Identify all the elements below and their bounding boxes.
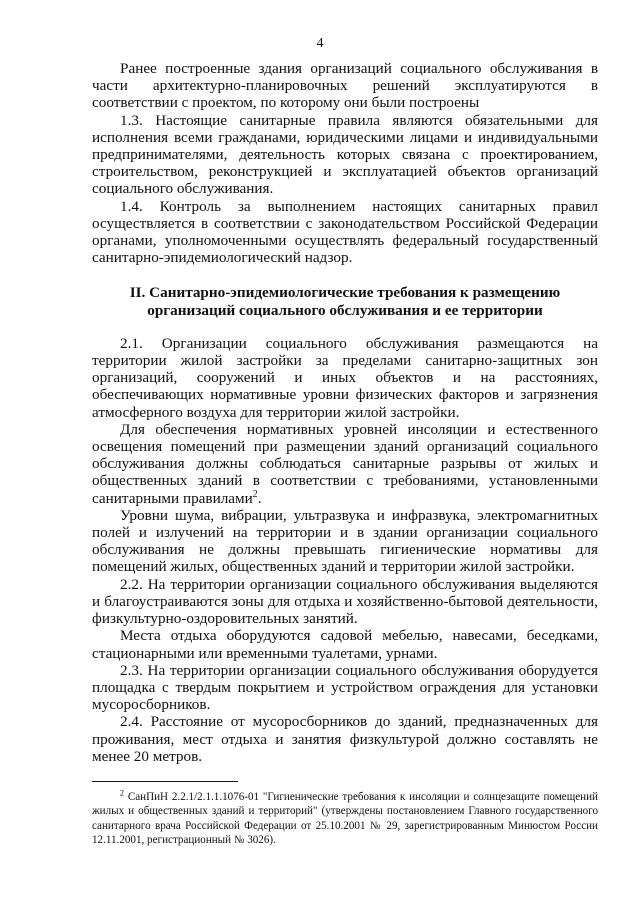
section-heading-line1: II. Санитарно-эпидемиологические требования к размещению (129, 284, 561, 302)
paragraph-1-4: 1.4. Контроль за выполнением настоящих санитарных правил осуществляется в соответствии с законодательством Российской Федерации органами, уполномоченными осуществлять федеральный государственный санитарно-эпидемиологический надзор. (92, 197, 598, 267)
document-body (92, 60, 598, 765)
paragraph-intro: Ранее построенные здания организаций социального обслуживания в части архитектурно-планировочных решений эксплуатируются в соответствии с проектом, по которому они были построены (92, 60, 598, 112)
footnote-divider (92, 781, 238, 782)
paragraph-noise: Уровни шума, вибрации, ультразвука и инфразвука, электромагнитных полей и излучений на территории и в здании организации социального обслуживания не должны превышать гигиенические нормативы для помещений жилых, общественных зданий и территории жилой застройки. (92, 506, 598, 576)
page-number: 4 (316, 36, 324, 51)
footnote-text: СанПиН 2.2.1/2.1.1.1076-01 "Гигиенические требования к инсоляции и солнцезащите помещений жилых и общественных зданий и территорий" (утверждены постановлением Главного государственного санитарного врача Российской Федерации от 25.10.2001 № 29, зарегистрированным Минюстом России 12.11.2001, регистрационный № 3026). (92, 791, 598, 847)
section-heading-line2: организаций социального обслуживания и ее территории (147, 301, 543, 319)
paragraph-2-1: 2.1. Организации социального обслуживания размещаются на территории жилой застройки за пределами санитарно-защитных зон организаций, сооружений и иных объектов и на расстояниях, обеспечивающих нормативные уровни физических факторов и загрязнения атмосферного воздуха для территории жилой застройки. (92, 334, 598, 421)
paragraph-rest-areas: Места отдыха оборудуются садовой мебелью, навесами, беседками, стационарными или временными туалетами, урнами. (92, 627, 598, 662)
paragraph-2-4: 2.4. Расстояние от мусоросборников до зданий, предназначенных для проживания, мест отдыха и занятия физкультурой должно составлять не менее 20 метров. (92, 713, 598, 765)
paragraph-2-2: 2.2. На территории организации социального обслуживания выделяются и благоустраиваются зоны для отдыха и хозяйственно-бытовой деятельности, физкультурно-оздоровительных занятий. (92, 575, 598, 628)
paragraph-insolation (92, 421, 598, 507)
footnote-mark: 2 (120, 788, 124, 798)
paragraph-2-3: 2.3. На территории организации социального обслуживания оборудуется площадка с твердым покрытием и устройством ограждения для установки мусоросборников. (92, 661, 598, 714)
paragraph-insolation-text: Для обеспечения нормативных уровней инсоляции и естественного освещения помещений при размещении зданий организаций социального обслуживания должны соблюдаться санитарные разрывы от жилых и общественных зданий в соответствии с требованиями, установленными санитарными правилами (92, 420, 598, 507)
footnote-reference[interactable]: 2 (252, 488, 258, 500)
paragraph-1-3: 1.3. Настоящие санитарные правила являются обязательными для исполнения всеми гражданами, юридическими лицами и индивидуальными предпринимателями, деятельность которых связана с проектированием, строительством, реконструкцией и эксплуатацией объектов организаций социального обслуживания. (92, 111, 598, 198)
footnote (92, 790, 598, 848)
section-heading (92, 284, 598, 318)
paragraph-insolation-end: . (257, 489, 262, 507)
